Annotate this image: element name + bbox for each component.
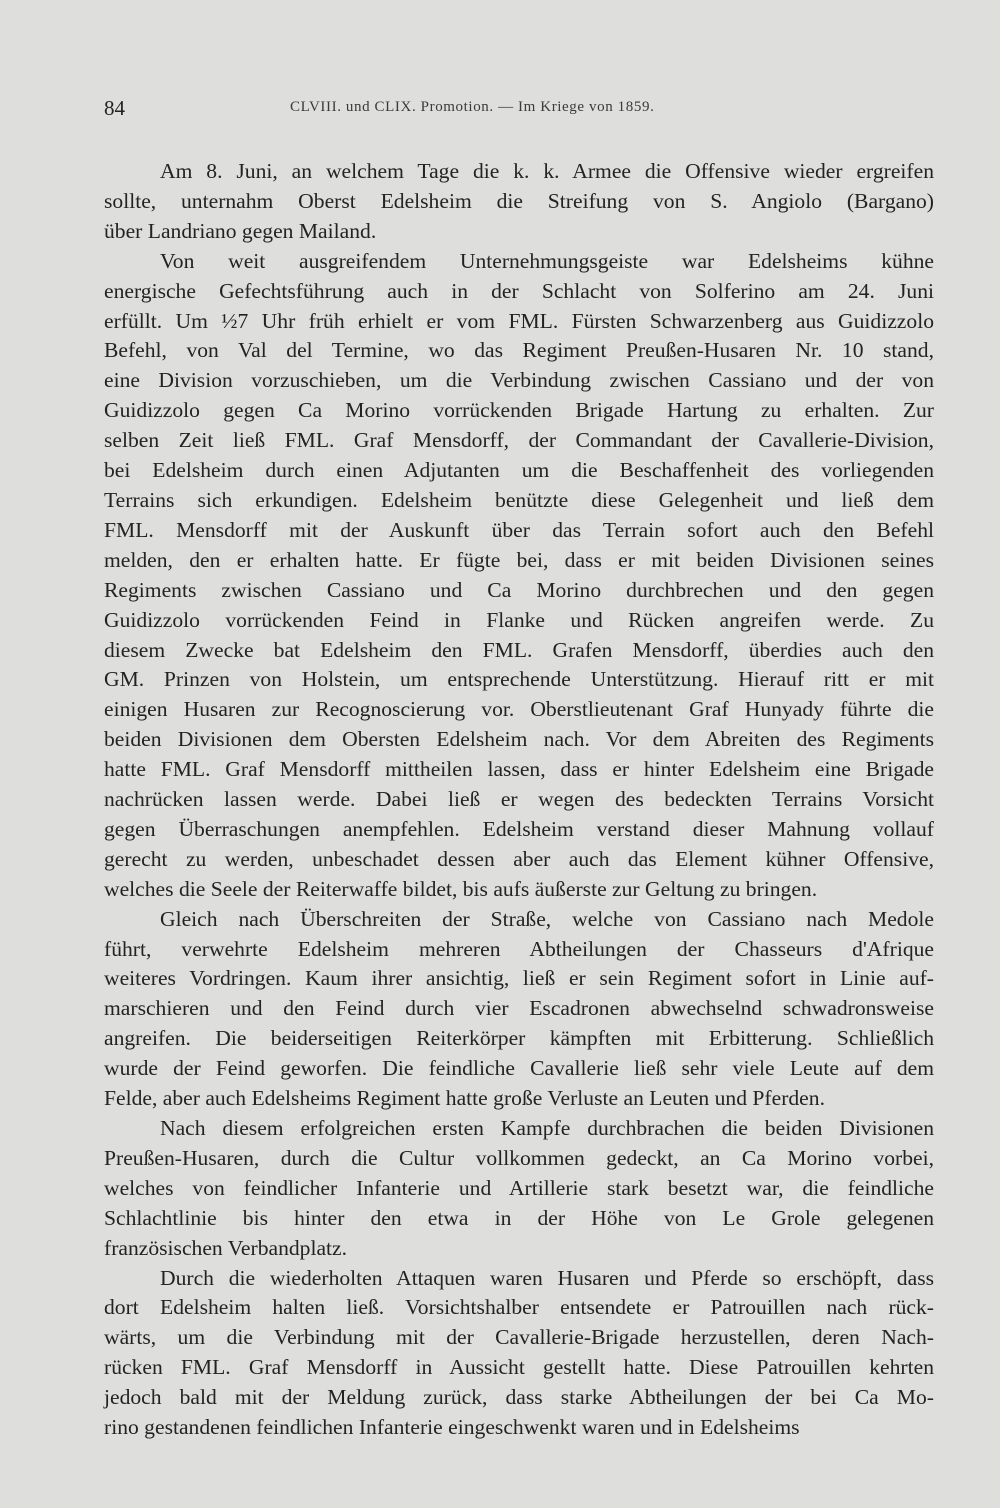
text-line: welches die Seele der Reiterwaffe bildet, bis aufs äußerste zur Geltung zu bringen. [104, 876, 818, 901]
text-line: Regiments zwischen Cassiano und Ca Morino durchbrechen und den gegen [104, 577, 934, 602]
text-line: rücken FML. Graf Mensdorff in Aussicht gestellt hatte. Diese Patrouillen kehrten [104, 1355, 934, 1380]
text-line: welches von feindlicher Infanterie und Artillerie stark besetzt war, die feindliche [104, 1175, 934, 1200]
text-line: Von weit ausgreifendem Unternehmungsgeiste war Edelsheims kühne [160, 248, 934, 273]
text-line: Felde, aber auch Edelsheims Regiment hatte große Verluste an Leuten und Pferden. [104, 1086, 825, 1111]
text-line: beiden Divisionen dem Obersten Edelsheim nach. Vor dem Abreiten des Regiments [104, 727, 934, 752]
text-line: dort Edelsheim halten ließ. Vorsichtshalber entsendete er Patrouillen nach rück- [104, 1295, 934, 1320]
body-text [104, 157, 934, 1443]
text-line: GM. Prinzen von Holstein, um entsprechende Unterstützung. Hierauf ritt er mit [104, 667, 934, 692]
paragraph [104, 157, 934, 247]
text-line: Guidizzolo gegen Ca Morino vorrückenden Brigade Hartung zu erhalten. Zur [104, 398, 934, 423]
text-line: führt, verwehrte Edelsheim mehreren Abtheilungen der Chasseurs d'Afrique [104, 936, 934, 961]
text-line: nachrücken lassen werde. Dabei ließ er wegen des bedeckten Terrains Vorsicht [104, 787, 934, 812]
text-line: Nach diesem erfolgreichen ersten Kampfe durchbrachen die beiden Divisionen [160, 1116, 934, 1140]
text-line: rino gestandenen feindlichen Infanterie eingeschwenkt waren und in Edelsheims [104, 1415, 800, 1440]
paragraph [104, 905, 934, 1114]
text-line: wärts, um die Verbindung mit der Cavallerie-Brigade herzustellen, deren Nach- [104, 1325, 934, 1350]
text-line: angreifen. Die beiderseitigen Reiterkörper kämpften mit Erbitterung. Schließlich [104, 1026, 934, 1051]
text-line: marschieren und den Feind durch vier Escadronen abwechselnd schwadronsweise [104, 996, 934, 1021]
paragraph [104, 247, 934, 905]
page-header [104, 96, 938, 120]
text-line: erfüllt. Um ½7 Uhr früh erhielt er vom FML. Fürsten Schwarzenberg aus Guidizzolo [104, 308, 934, 333]
text-line: hatte FML. Graf Mensdorff mittheilen lassen, dass er hinter Edelsheim eine Brigade [104, 757, 934, 782]
text-line: Schlachtlinie bis hinter den etwa in der Höhe von Le Grole gelegenen [104, 1205, 934, 1230]
text-line: Preußen-Husaren, durch die Cultur vollkommen gedeckt, an Ca Morino vorbei, [104, 1145, 934, 1170]
text-line: gerecht zu werden, unbeschadet dessen aber auch das Element kühner Offensive, [104, 846, 934, 871]
text-line: weiteres Vordringen. Kaum ihrer ansichtig, ließ er sein Regiment sofort in Linie auf- [104, 966, 934, 991]
text-line: bei Edelsheim durch einen Adjutanten um die Beschaffenheit des vorliegenden [104, 458, 934, 483]
text-line: sollte, unternahm Oberst Edelsheim die Streifung von S. Angiolo (Bargano) [104, 188, 934, 213]
text-line: diesem Zwecke bat Edelsheim den FML. Grafen Mensdorff, überdies auch den [104, 637, 934, 662]
text-line: Am 8. Juni, an welchem Tage die k. k. Armee die Offensive wieder ergreifen [160, 159, 934, 183]
page-number: 84 [104, 96, 125, 120]
text-line: selben Zeit ließ FML. Graf Mensdorff, der Commandant der Cavallerie-Division, [104, 428, 934, 453]
text-line: melden, den er erhalten hatte. Er fügte bei, dass er mit beiden Divisionen seines [104, 547, 934, 572]
text-line: FML. Mensdorff mit der Auskunft über das Terrain sofort auch den Befehl [104, 517, 934, 542]
text-line: über Landriano gegen Mailand. [104, 218, 377, 243]
text-line: Befehl, von Val del Termine, wo das Regiment Preußen-Husaren Nr. 10 stand, [104, 338, 934, 363]
paragraph [104, 1114, 934, 1264]
running-title: CLVIII. und CLIX. Promotion. — Im Kriege von 1859. [290, 99, 655, 115]
text-line: französischen Verbandplatz. [104, 1235, 348, 1260]
text-line: jedoch bald mit der Meldung zurück, dass starke Abtheilungen der bei Ca Mo- [104, 1385, 934, 1410]
text-line: gegen Überraschungen anempfehlen. Edelsheim verstand dieser Mahnung vollauf [104, 816, 934, 841]
text-line: Gleich nach Überschreiten der Straße, welche von Cassiano nach Medole [160, 906, 934, 931]
text-line: eine Division vorzuschieben, um die Verbindung zwischen Cassiano und der von [104, 368, 934, 393]
text-line: wurde der Feind geworfen. Die feindliche Cavallerie ließ sehr viele Leute auf dem [104, 1056, 934, 1081]
text-line: Durch die wiederholten Attaquen waren Husaren und Pferde so erschöpft, dass [160, 1265, 934, 1290]
paragraph [104, 1264, 934, 1443]
text-line: energische Gefechtsführung auch in der Schlacht von Solferino am 24. Juni [104, 278, 934, 303]
text-line: Guidizzolo vorrückenden Feind in Flanke und Rücken angreifen werde. Zu [104, 607, 934, 632]
text-line: einigen Husaren zur Recognoscierung vor. Oberstlieutenant Graf Hunyady führte die [104, 697, 934, 722]
text-line: Terrains sich erkundigen. Edelsheim benützte diese Gelegenheit und ließ dem [104, 487, 934, 512]
